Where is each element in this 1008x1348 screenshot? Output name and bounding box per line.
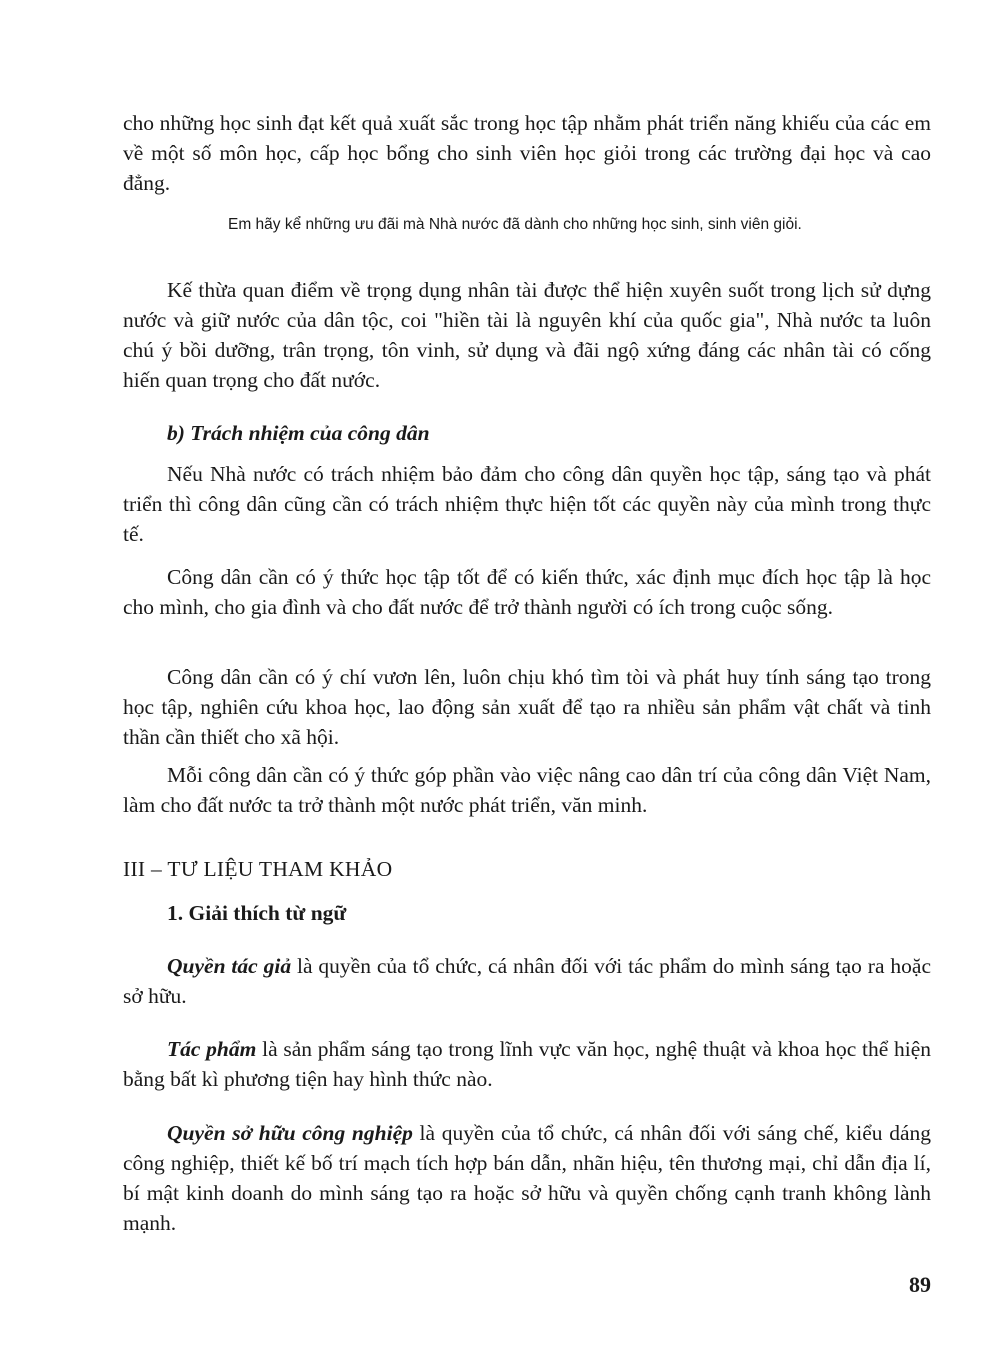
question-note: Em hãy kể những ưu đãi mà Nhà nước đã dành cho những học sinh, sinh viên giỏi. (228, 216, 802, 233)
paragraph-creativity: Công dân cần có ý chí vươn lên, luôn chịu khó tìm tòi và phát huy tính sáng tạo trong học tập, nghiên cứu khoa học, lao động sản xuất để tạo ra nhiều sản phẩm vật chất và tinh thần cần thiết cho xã hội. (123, 665, 931, 749)
section-title-references: III – TƯ LIỆU THAM KHẢO (123, 857, 393, 881)
term-work: Tác phẩm (167, 1037, 257, 1061)
paragraph-citizen-duty: Nếu Nhà nước có trách nhiệm bảo đảm cho công dân quyền học tập, sáng tạo và phát triển thì công dân cũng cần có trách nhiệm thực hiện tốt các quyền này của mình trong thực tế. (123, 462, 931, 546)
definition-work (123, 1034, 931, 1094)
definition-work-text: là sản phẩm sáng tạo trong lĩnh vực văn học, nghệ thuật và khoa học thể hiện bằng bất kì phương tiện hay hình thức nào. (123, 1037, 932, 1091)
definition-industrial-property-text: là quyền của tổ chức, cá nhân đối với sáng chế, kiểu dáng công nghiệp, thiết kế bố trí mạch tích hợp bán dẫn, nhãn hiệu, tên thương mại, chỉ dẫn địa lí, bí mật kinh doanh do mình sáng tạo ra hoặc sở hữu và quyền chống cạnh tranh không lành mạnh. (123, 1121, 931, 1235)
paragraph-scholarship-continuation: cho những học sinh đạt kết quả xuất sắc trong học tập nhằm phát triển năng khiếu của các em về một số môn học, cấp học bổng cho sinh viên học giỏi trong các trường đại học và cao đẳng. (123, 111, 931, 195)
heading-glossary: 1. Giải thích từ ngữ (167, 901, 347, 925)
paragraph-civic-contribution: Mỗi công dân cần có ý thức góp phần vào việc nâng cao dân trí của công dân Việt Nam, làm cho đất nước ta trở thành một nước phát triển, văn minh. (123, 763, 931, 817)
paragraph-learning-awareness: Công dân cần có ý thức học tập tốt để có kiến thức, xác định mục đích học tập là học cho mình, cho gia đình và cho đất nước để trở thành người có ích trong cuộc sống. (123, 565, 931, 619)
definition-industrial-property (123, 1118, 931, 1238)
definition-copyright (123, 951, 931, 1011)
term-copyright: Quyền tác giả (167, 954, 292, 978)
definition-copyright-text: là quyền của tổ chức, cá nhân đối với tác phẩm do mình sáng tạo ra hoặc sở hữu. (123, 954, 931, 1008)
page-number: 89 (909, 1272, 931, 1297)
paragraph-talent-policy: Kế thừa quan điểm về trọng dụng nhân tài được thể hiện xuyên suốt trong lịch sử dựng nước và giữ nước của dân tộc, coi "hiền tài là nguyên khí của quốc gia", Nhà nước ta luôn chú ý bồi dưỡng, trân trọng, tôn vinh, sử dụng và đãi ngộ xứng đáng các nhân tài có cống hiến quan trọng cho đất nước. (123, 278, 931, 392)
term-industrial-property: Quyền sở hữu công nghiệp (167, 1121, 413, 1145)
subheading-citizen-responsibility: b) Trách nhiệm của công dân (167, 421, 430, 445)
